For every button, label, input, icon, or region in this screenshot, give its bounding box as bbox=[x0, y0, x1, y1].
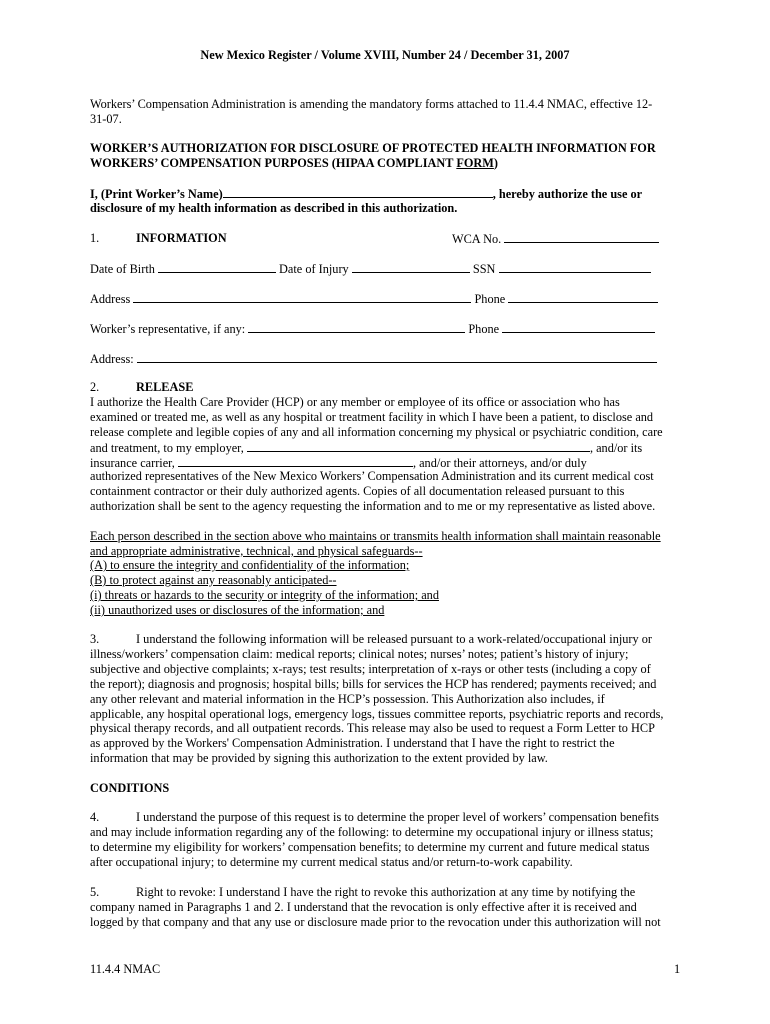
safeguard-line: Each person described in the section above who maintains or transmits health information shall maintain reasonable bbox=[90, 529, 661, 543]
safeguard-line: (ii) unauthorized uses or disclosures of the information; and bbox=[90, 603, 385, 617]
employer-row: and treatment, to my employer, , and/or its bbox=[90, 441, 643, 455]
section-3-line: illness/workers’ compensation claim: medical reports; clinical notes; nurses’ notes; patient’s history of injury; bbox=[90, 647, 629, 661]
section-3-line: subjective and objective complaints; x-rays; test results; interpretation of x-rays or other tests (including a copy of bbox=[90, 662, 651, 676]
representative-phone-field[interactable] bbox=[502, 321, 655, 333]
wca-number-field[interactable] bbox=[504, 231, 659, 243]
section-5-line: company named in Paragraphs 1 and 2. I understand that the revocation is only effective after it is received and bbox=[90, 900, 637, 914]
intro-line-1: Workers’ Compensation Administration is amending the mandatory forms attached to 11.4.4 NMAC, effective 12- bbox=[90, 97, 653, 111]
dob-row: Date of Birth Date of Injury SSN bbox=[90, 261, 651, 277]
section-5-line: logged by that company and that any use or disclosure made prior to the revocation under this authorization will not bbox=[90, 915, 661, 929]
section-3-line: information that may be provided by signing this authorization to the extent provided by law. bbox=[90, 751, 548, 765]
release-line: containment contractor or their duly authorized agents. Copies of all documentation released pursuant to this bbox=[90, 484, 625, 498]
safeguard-line: (i) threats or hazards to the security or integrity of the information; and bbox=[90, 588, 439, 602]
intro-line-2: 31-07. bbox=[90, 112, 122, 126]
release-line: authorized representatives of the New Mexico Workers’ Compensation Administration and its current medical cost bbox=[90, 469, 654, 483]
register-header: New Mexico Register / Volume XVIII, Number 24 / December 31, 2007 bbox=[200, 48, 570, 62]
section-3-line: any other relevant and material information in the HCP’s possession. This Authorization also includes, if bbox=[90, 692, 605, 706]
wca-row: WCA No. bbox=[452, 231, 659, 247]
section-4-first-line: I understand the purpose of this request is to determine the proper level of workers’ compensation benefits bbox=[136, 810, 659, 824]
section-1-heading: INFORMATION bbox=[136, 231, 227, 245]
representative-row: Worker’s representative, if any: Phone bbox=[90, 321, 655, 337]
section-3-line: physical therapy records, and all outpatient records. This release may also be used to request a Form Letter to HCP bbox=[90, 721, 655, 735]
safeguard-line: (A) to ensure the integrity and confidentiality of the information; bbox=[90, 558, 410, 572]
section-3-number: 3. bbox=[90, 632, 100, 646]
section-2-heading: RELEASE bbox=[136, 380, 194, 394]
section-4-number: 4. bbox=[90, 810, 100, 824]
safeguard-line: (B) to protect against any reasonably anticipated-- bbox=[90, 573, 337, 587]
release-line: release complete and legible copies of any and all information concerning my physical or psychiatric condition, care bbox=[90, 425, 663, 439]
release-line: examined or treated me, as well as any hospital or treatment facility in which I have been a patient, to disclose and bbox=[90, 410, 654, 424]
safeguard-line: and appropriate administrative, technical, and physical safeguards-- bbox=[90, 544, 423, 558]
section-3-line: the report); diagnosis and prognosis; hospital bills; bills for services the HCP has rendered; payments received; and bbox=[90, 677, 657, 691]
ssn-field[interactable] bbox=[499, 261, 651, 273]
section-5-number: 5. bbox=[90, 885, 100, 899]
section-4-line: and may include information regarding any of the following: to determine my occupational injury or illness status; bbox=[90, 825, 654, 839]
authorize-line-2: disclosure of my health information as described in this authorization. bbox=[90, 201, 458, 215]
insurance-carrier-field[interactable] bbox=[178, 455, 413, 467]
conditions-heading: CONDITIONS bbox=[90, 781, 170, 795]
section-3-first-line: I understand the following information will be released pursuant to a work-related/occupational injury or bbox=[136, 632, 652, 646]
release-line: I authorize the Health Care Provider (HCP) or any member or employee of its office or association who has bbox=[90, 395, 620, 409]
representative-address-field[interactable] bbox=[137, 351, 657, 363]
employer-field[interactable] bbox=[247, 440, 590, 452]
section-4-line: to determine my eligibility for workers’ compensation benefits; to determine my current and future medical status bbox=[90, 840, 650, 854]
date-of-birth-field[interactable] bbox=[158, 261, 276, 273]
section-5-first-line: Right to revoke: I understand I have the right to revoke this authorization at any time by notifying the bbox=[136, 885, 636, 899]
section-3-line: as approved by the Workers' Compensation Administration. I understand that I have the right to restrict the bbox=[90, 736, 615, 750]
release-line: authorization shall be sent to the agency requesting the information and to me or my representative as listed above. bbox=[90, 499, 656, 513]
form-title-line-2: WORKERS’ COMPENSATION PURPOSES (HIPAA COMPLIANT FORM) bbox=[90, 156, 498, 170]
worker-name-field[interactable] bbox=[223, 186, 493, 198]
carrier-row: insurance carrier, , and/or their attorneys, and/or duly bbox=[90, 456, 587, 470]
footer-citation: 11.4.4 NMAC bbox=[90, 962, 161, 976]
section-1-number: 1. bbox=[90, 231, 100, 245]
section-4-line: after occupational injury; to determine my current medical status and/or return-to-work capability. bbox=[90, 855, 573, 869]
representative-field[interactable] bbox=[248, 321, 465, 333]
address-field[interactable] bbox=[133, 291, 471, 303]
phone-field[interactable] bbox=[508, 291, 658, 303]
section-3-line: applicable, any hospital operational logs, emergency logs, tissues committee reports, psychiatric reports and records, bbox=[90, 707, 664, 721]
date-of-injury-field[interactable] bbox=[352, 261, 470, 273]
form-title-line-1: WORKER’S AUTHORIZATION FOR DISCLOSURE OF PROTECTED HEALTH INFORMATION FOR bbox=[90, 141, 656, 155]
section-2-number: 2. bbox=[90, 380, 100, 394]
page-number: 1 bbox=[674, 962, 681, 976]
address-row: Address Phone bbox=[90, 291, 658, 307]
representative-address-row: Address: bbox=[90, 351, 657, 367]
authorize-line-1: I, (Print Worker’s Name) , hereby authorize the use or bbox=[90, 187, 643, 201]
